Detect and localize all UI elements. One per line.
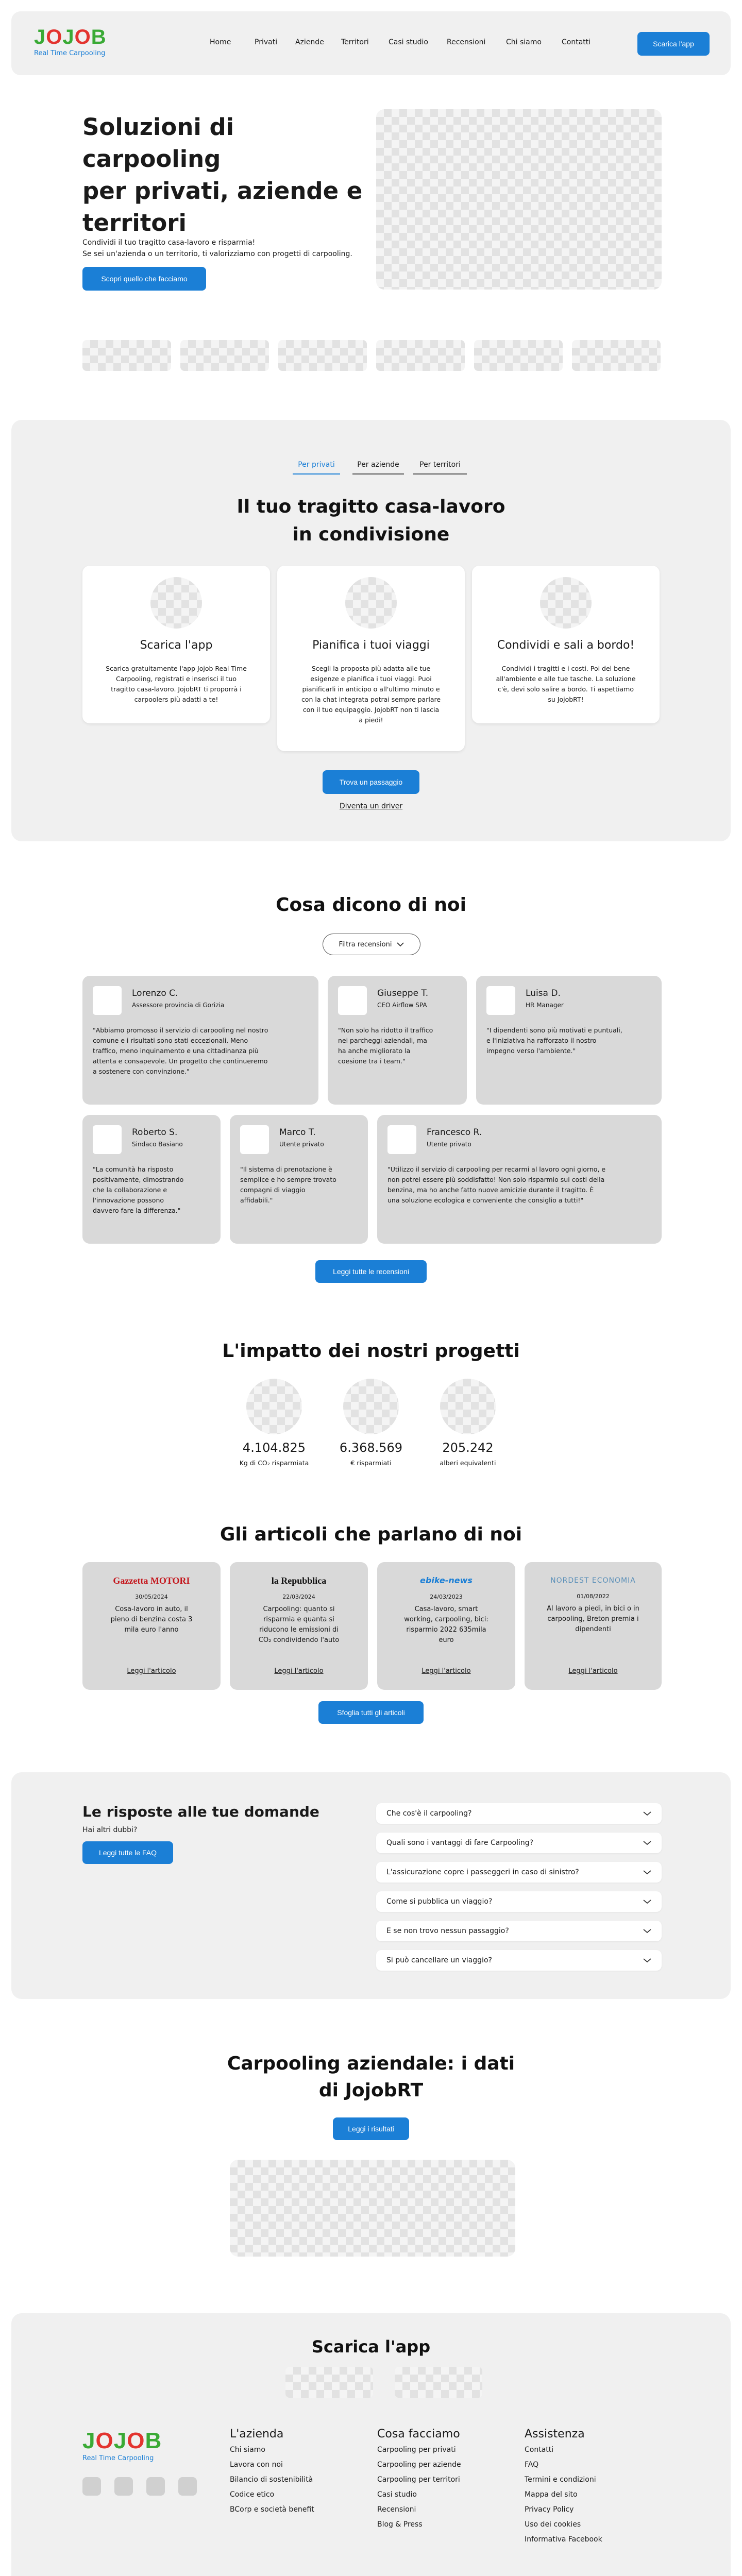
stat-label: alberi equivalenti [440,1459,496,1467]
chevron-down-icon [643,1958,651,1963]
step-card [82,566,270,723]
site-footer [11,2313,731,2576]
read-results-button[interactable]: Leggi i risultati [333,2117,409,2140]
footer-link[interactable]: FAQ [525,2461,539,2469]
review-text: "Non solo ha ridotto il traffico nei parcheggi aziendali, ma ha anche migliorato la coesione tra i team." [338,1026,433,1065]
all-reviews-button[interactable]: Leggi tutte le recensioni [315,1260,427,1283]
stat-label: € risparmiati [350,1459,392,1467]
all-articles-button[interactable]: Sfoglia tutti gli articoli [318,1701,424,1724]
faq-item[interactable]: L'assicurazione copre i passeggeri in caso di sinistro? [376,1862,662,1883]
review-text: "I dipendenti sono più motivati e puntuali, e l'iniziativa ha rafforzato il nostro impegno verso l'ambiente." [486,1026,622,1055]
impact-stat [427,1379,509,1467]
footer-link[interactable]: Lavora con noi [230,2461,283,2469]
avatar [338,986,367,1015]
review-text: "La comunità ha risposto positivamente, dimostrando che la collaborazione e l'innovazione possono davvero fare la differenza." [93,1165,184,1214]
footer-logo[interactable] [82,2429,162,2462]
faq-item[interactable]: Che cos'è il carpooling? [376,1803,662,1824]
nav-chi-siamo[interactable]: Chi siamo [506,38,542,46]
review-text: "Il sistema di prenotazione è semplice e ho sempre trovato compagni di viaggio affidabili." [240,1165,336,1204]
article-card [525,1562,662,1690]
source-logo: NORDEST ECONOMIA [550,1577,636,1585]
chevron-down-icon [643,1811,651,1816]
impact-section [0,1329,742,1484]
step-image [540,577,592,629]
source-logo: la Repubblica [271,1575,327,1586]
partner-logo [180,340,269,371]
footer-link[interactable]: Chi siamo [230,2446,265,2454]
footer-column-title: L'azienda [230,2428,284,2441]
google-play-badge[interactable] [395,2367,482,2398]
download-app-button[interactable]: Scarica l'app [637,32,710,56]
footer-link[interactable]: Casi studio [377,2490,417,2499]
reviewer-name: Roberto S. [132,1127,178,1138]
footer-link[interactable]: Recensioni [377,2505,416,2514]
stat-value: 205.242 [442,1440,494,1455]
facebook-icon[interactable] [82,2477,101,2496]
step-card [277,566,465,751]
avatar [93,1125,122,1154]
site-header [11,11,731,75]
hero-section [0,93,742,381]
audience-tabs [279,457,475,476]
footer-link[interactable]: Uso dei cookies [525,2520,581,2529]
stat-image [440,1379,496,1434]
partner-logo [278,340,367,371]
article-date: 24/03/2023 [430,1594,463,1600]
review-card [328,976,467,1105]
partner-logos [82,340,662,371]
step-title: Scarica l'app [140,639,213,652]
stat-label: Kg di CO₂ risparmiata [239,1459,309,1467]
corporate-title: Carpooling aziendale: i dati di JojobRT [227,2053,515,2101]
article-headline: Casa-lavoro, smart working, carpooling, bici: risparmio 2022 635mila euro [404,1605,488,1644]
step-title: Pianifica i tuoi viaggi [312,639,430,652]
footer-link[interactable]: Privacy Policy [525,2505,574,2514]
tab-territori[interactable]: Per territori [413,457,467,474]
step-image [150,577,202,629]
faq-item[interactable]: Quali sono i vantaggi di fare Carpooling? [376,1833,662,1853]
reviewer-name: Giuseppe T. [377,988,429,998]
nav-privati[interactable]: Privati [255,38,278,46]
step-title: Condividi e sali a bordo! [497,639,635,652]
read-article-link[interactable]: Leggi l'articolo [127,1667,176,1675]
find-ride-button[interactable]: Trova un passaggio [323,770,419,794]
reviewer-name: Francesco R. [427,1127,482,1138]
stat-image [246,1379,302,1434]
reviewer-role: Sindaco Basiano [132,1141,183,1148]
nav-recensioni[interactable]: Recensioni [447,38,486,46]
partner-logo [474,340,563,371]
footer-link[interactable]: Carpooling per territori [377,2476,460,2484]
nav-territori[interactable]: Territori [341,38,369,46]
footer-link[interactable]: Termini e condizioni [525,2476,596,2484]
read-article-link[interactable]: Leggi l'articolo [274,1667,324,1675]
reviewer-role: HR Manager [526,1002,564,1009]
avatar [486,986,515,1015]
faq-item[interactable]: E se non trovo nessun passaggio? [376,1921,662,1941]
chevron-down-icon [643,1870,651,1875]
tab-aziende[interactable]: Per aziende [352,457,404,474]
hero-image [376,109,662,290]
article-date: 01/08/2022 [577,1593,610,1600]
step-text: Scarica gratuitamente l'app Jojob Real Time Carpooling, registrati e inserisci il tuo tragitto casa-lavoro. JojobRT ti proporrà i carpoolers più adatti a te! [106,665,247,703]
youtube-icon[interactable] [178,2477,197,2496]
article-date: 30/05/2024 [135,1594,168,1600]
footer-link[interactable]: Carpooling per privati [377,2446,456,2454]
hero-cta-button[interactable]: Scopri quello che facciamo [82,267,206,291]
review-card [476,976,662,1105]
stat-value: 4.104.825 [242,1440,306,1455]
step-text: Scegli la proposta più adatta alle tue esigenze e pianifica i tuoi viaggi. Puoi pianificarli in anticipo o all'ultimo minuto e con la chat integrata potrai sempre parlare con il tuo equipaggio. JojobRT non ti lascia a piedi! [301,665,441,724]
footer-logo-wordmark: JOJOB [82,2428,162,2453]
footer-column-cosa-facciamo [377,2428,511,2535]
impact-stat [330,1379,412,1467]
impact-title: L'impatto dei nostri progetti [222,1341,520,1362]
article-headline: Carpooling: quanto si risparmia e quanta si riducono le emissioni di CO₂ condividendo l'auto [258,1605,340,1644]
article-card [377,1562,515,1690]
review-text: "Abbiamo promosso il servizio di carpooling nel nostro comune e i risultati sono stati eccezionali. Meno traffico, meno inquinamento e una cittadinanza più attenta e consapevole. Un progetto che continueremo a sostenere con convinzione." [93,1026,268,1075]
source-logo: ebike-news [420,1575,473,1585]
filter-label: Filtra recensioni [339,940,392,948]
become-driver-link[interactable]: Diventa un driver [339,802,403,810]
read-article-link[interactable]: Leggi l'articolo [421,1667,471,1675]
logo-tagline: Real Time Carpooling [34,49,106,57]
reviewer-role: Assessore provincia di Gorizia [132,1002,225,1009]
linkedin-icon[interactable] [146,2477,165,2496]
faq-subtitle: Hai altri dubbi? [82,1826,138,1834]
article-card [230,1562,368,1690]
read-article-link[interactable]: Leggi l'articolo [568,1667,618,1675]
step-card [472,566,660,723]
review-card [230,1115,368,1244]
partner-logo [82,340,171,371]
partner-logo [572,340,661,371]
avatar [240,1125,269,1154]
article-date: 22/03/2024 [282,1594,315,1600]
footer-link[interactable]: Contatti [525,2446,554,2454]
faq-item[interactable]: Si può cancellare un viaggio? [376,1950,662,1971]
app-store-badge[interactable] [285,2367,373,2398]
reviews-filter[interactable] [323,934,420,955]
nav-casi-studio[interactable]: Casi studio [389,38,428,46]
review-card [82,976,318,1105]
reviewer-name: Marco T. [279,1127,316,1138]
reviewer-name: Lorenzo C. [132,988,178,998]
commute-title: Il tuo tragitto casa-lavoro in condivisione [237,496,505,545]
avatar [93,986,122,1015]
chevron-down-icon [397,942,404,947]
source-logo: Gazzetta MOTORI [113,1575,190,1586]
footer-link[interactable]: Blog & Press [377,2520,423,2529]
footer-column-title: Assistenza [525,2428,585,2441]
article-card [82,1562,221,1690]
nav-contatti[interactable]: Contatti [562,38,591,46]
review-card [82,1115,221,1244]
faq-item[interactable]: Come si pubblica un viaggio? [376,1891,662,1912]
stat-image [343,1379,399,1434]
partner-logo [376,340,465,371]
chevron-down-icon [643,1928,651,1934]
impact-stat [233,1379,315,1467]
footer-link[interactable]: Carpooling per aziende [377,2461,461,2469]
footer-link[interactable]: Informativa Facebook [525,2535,602,2544]
articles-title: Gli articoli che parlano di noi [220,1524,522,1545]
corporate-section [0,2040,742,2277]
social-links [82,2477,197,2496]
instagram-icon[interactable] [114,2477,133,2496]
footer-column-azienda [230,2428,364,2520]
stat-value: 6.368.569 [339,1440,403,1455]
footer-link[interactable]: Mappa del sito [525,2490,578,2499]
nav-home[interactable]: Home [210,38,231,46]
faq-list [376,1803,662,1971]
reviewer-role: Utente privato [427,1141,471,1148]
faq-section [11,1772,731,1999]
footer-column-assistenza [525,2428,659,2550]
hero-title: Soluzioni di carpooling per privati, aziende e territori [82,113,363,236]
footer-link[interactable]: BCorp e società benefit [230,2505,314,2514]
footer-link[interactable]: Codice etico [230,2490,275,2499]
reviews-section [0,876,742,1298]
nav-aziende[interactable]: Aziende [295,38,324,46]
reviewer-role: CEO Airflow SPA [377,1002,427,1009]
articles-section [0,1510,742,1736]
commute-section [11,420,731,841]
reviewer-role: Utente privato [279,1141,324,1148]
logo-wordmark: JOJOB [34,26,107,48]
logo[interactable] [34,26,122,62]
all-faq-button[interactable]: Leggi tutte le FAQ [82,1841,173,1864]
article-headline: Al lavoro a piedi, in bici o in carpooling, Breton premia i dipendenti [547,1605,639,1633]
corporate-image [230,2160,515,2257]
hero-subtitle: Condividi il tuo tragitto casa-lavoro e risparmia! Se sei un'azienda o un territorio, ti valorizziamo con progetti di carpooling. [82,239,352,258]
footer-logo-tagline: Real Time Carpooling [82,2454,154,2462]
footer-link[interactable]: Bilancio di sostenibilità [230,2476,313,2484]
faq-title: Le risposte alle tue domande [82,1803,319,1820]
chevron-down-icon [643,1840,651,1845]
article-headline: Cosa-lavoro in auto, il pieno di benzina costa 3 mila euro l'anno [110,1605,193,1634]
review-card [377,1115,662,1244]
step-image [345,577,397,629]
step-text: Condividi i tragitti e i costi. Poi del bene all'ambiente e alle tue tasche. La soluzione c'è, devi solo salire a bordo. Ti aspettiamo su JojobRT! [496,665,636,703]
footer-download-title: Scarica l'app [311,2337,431,2357]
review-text: "Utilizzo il servizio di carpooling per recarmi al lavoro ogni giorno, e non potrei essere più soddisfatto! Non solo risparmio sui costi della benzina, ma ho anche fatto nuove amicizie durante il tragitto. È una soluzione ecologica e conveniente che consiglio a tutti!" [387,1165,606,1204]
reviews-title: Cosa dicono di noi [276,894,466,916]
reviewer-name: Luisa D. [526,988,561,998]
footer-column-title: Cosa facciamo [377,2428,460,2441]
chevron-down-icon [643,1899,651,1904]
tab-privati[interactable]: Per privati [293,457,340,474]
avatar [387,1125,416,1154]
